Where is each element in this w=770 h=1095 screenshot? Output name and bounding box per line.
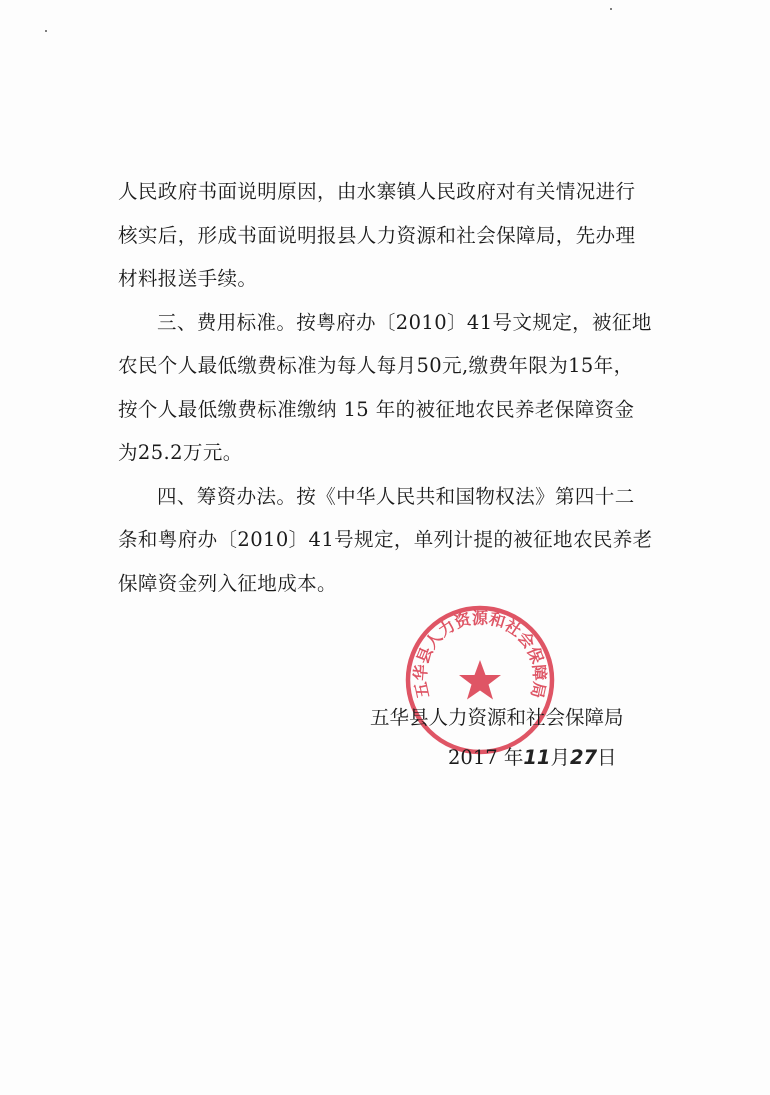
date-month-handwritten: 11 — [523, 746, 551, 769]
paragraph-line: 农民个人最低缴费标准为每人每月50元,缴费年限为15年， — [118, 354, 634, 377]
date-day-suffix: 日 — [597, 746, 617, 769]
paragraph-line: 条和粤府办〔2010〕41号规定，单列计提的被征地农民养老 — [118, 528, 653, 551]
scan-speck — [45, 30, 47, 32]
seal-star-icon — [459, 660, 501, 700]
paragraph-line: 为25.2万元。 — [118, 441, 243, 464]
date-day-handwritten: 27 — [569, 746, 598, 769]
paragraph-1 — [118, 170, 678, 301]
paragraph-line: 按个人最低缴费标准缴纳 15 年的被征地农民养老保障资金 — [118, 397, 635, 421]
paragraph-line: 人民政府书面说明原因，由水寨镇人民政府对有关情况进行 — [118, 180, 636, 203]
date-month-suffix: 月 — [550, 746, 570, 769]
signing-organization: 五华县人力资源和社会保障局 — [370, 706, 624, 729]
paragraph-line: 保障资金列入征地成本。 — [118, 571, 337, 595]
date-year: 2017 年 — [448, 746, 524, 769]
paragraph-line: 四、筹资办法。按《中华人民共和国物权法》第四十二 — [157, 484, 635, 508]
paragraph-line: 三、费用标准。按粤府办〔2010〕41号文规定，被征地 — [157, 310, 652, 334]
paragraph-line: 材料报送手续。 — [118, 267, 258, 290]
paragraph-funding-method — [118, 475, 678, 606]
signature-date — [448, 738, 617, 778]
paragraph-fee-standard — [118, 301, 678, 475]
scan-speck — [610, 8, 612, 10]
paragraph-line: 核实后，形成书面说明报县人力资源和社会保障局，先办理 — [118, 223, 636, 247]
seal-text: 五华县人力资源和社会保障局 — [410, 608, 550, 700]
document-body — [118, 170, 678, 605]
